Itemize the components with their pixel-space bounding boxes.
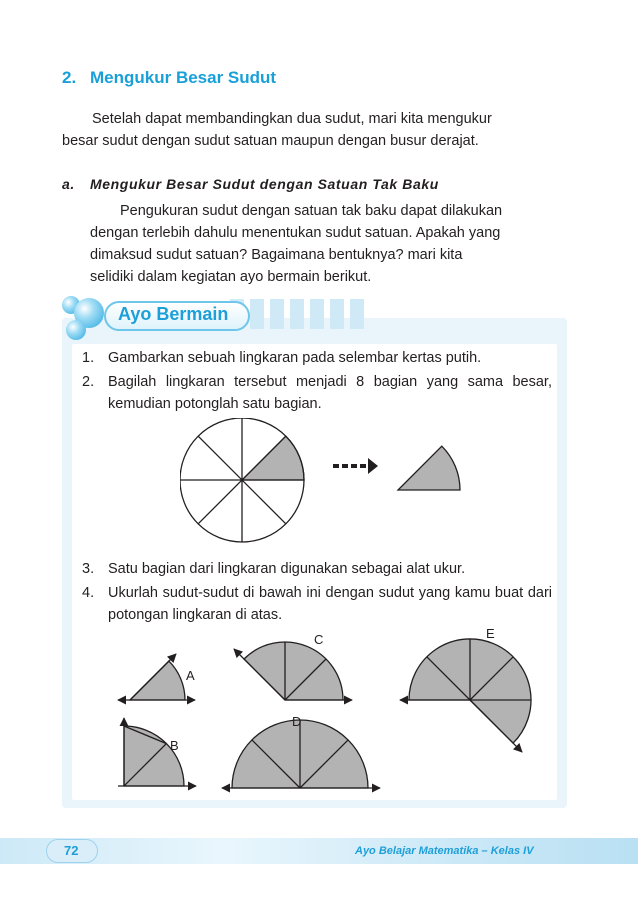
subsection-letter: a. xyxy=(62,176,75,192)
item-number: 1. xyxy=(82,350,95,366)
section-heading xyxy=(62,68,276,88)
label-e: E xyxy=(486,628,495,641)
list-item xyxy=(82,582,552,626)
subsection-title: Mengukur Besar Sudut dengan Satuan Tak Baku xyxy=(90,176,439,192)
circle-figure xyxy=(180,418,480,548)
item-text: Satu bagian dari lingkaran digunakan sebagai alat ukur. xyxy=(108,561,466,577)
list-item xyxy=(82,371,552,415)
intro-paragraph xyxy=(62,108,562,152)
activity-title: Ayo Bermain xyxy=(118,304,229,324)
running-title: Ayo Belajar Matematika – Kelas IV xyxy=(355,845,534,857)
sub-line: selidiki dalam kegiatan ayo bermain berikut. xyxy=(90,269,372,285)
intro-line: Setelah dapat membandingkan dua sudut, mari kita mengukur xyxy=(92,111,492,127)
list-item xyxy=(82,347,552,369)
section-title: Mengukur Besar Sudut xyxy=(90,68,277,87)
item-number: 2. xyxy=(82,374,95,390)
arrow-icon xyxy=(333,458,378,474)
cut-slice xyxy=(398,446,460,490)
item-text: Ukurlah sudut-sudut di bawah ini dengan sudut yang kamu buat dari potongan lingkaran di atas. xyxy=(108,585,552,623)
subsection-paragraph xyxy=(90,200,562,288)
page-number: 72 xyxy=(64,843,79,858)
angle-d xyxy=(222,720,380,788)
label-b: B xyxy=(170,738,179,753)
shaded-sector xyxy=(242,436,304,480)
intro-line: besar sudut dengan sudut satuan maupun dengan busur derajat. xyxy=(62,133,479,149)
sub-line: dimaksud sudut satuan? Bagaimana bentuknya? mari kita xyxy=(90,247,463,263)
angle-e xyxy=(400,639,531,752)
item-text: Gambarkan sebuah lingkaran pada selembar kertas putih. xyxy=(108,350,482,366)
list-item xyxy=(82,558,552,580)
item-number: 3. xyxy=(82,561,95,577)
subsection-heading xyxy=(62,176,439,192)
decorative-stripes xyxy=(230,293,430,333)
label-c: C xyxy=(314,632,324,647)
bubble-icon xyxy=(66,320,86,340)
angle-a xyxy=(118,654,195,700)
angle-b xyxy=(118,718,196,786)
activity-list-continued xyxy=(82,558,552,626)
activity-list xyxy=(82,347,552,415)
sub-line: dengan terlebih dahulu menentukan sudut satuan. Apakah yang xyxy=(90,225,501,241)
angle-c xyxy=(234,642,352,700)
label-a: A xyxy=(186,668,195,683)
label-d: D xyxy=(292,714,302,729)
section-number: 2. xyxy=(62,68,77,87)
sub-line: Pengukuran sudut dengan satuan tak baku dapat dilakukan xyxy=(120,203,503,219)
item-number: 4. xyxy=(82,585,95,601)
angles-figure xyxy=(110,628,550,798)
item-text: Bagilah lingkaran tersebut menjadi 8 bagian yang sama besar, kemudian potonglah satu bagian. xyxy=(108,374,552,412)
